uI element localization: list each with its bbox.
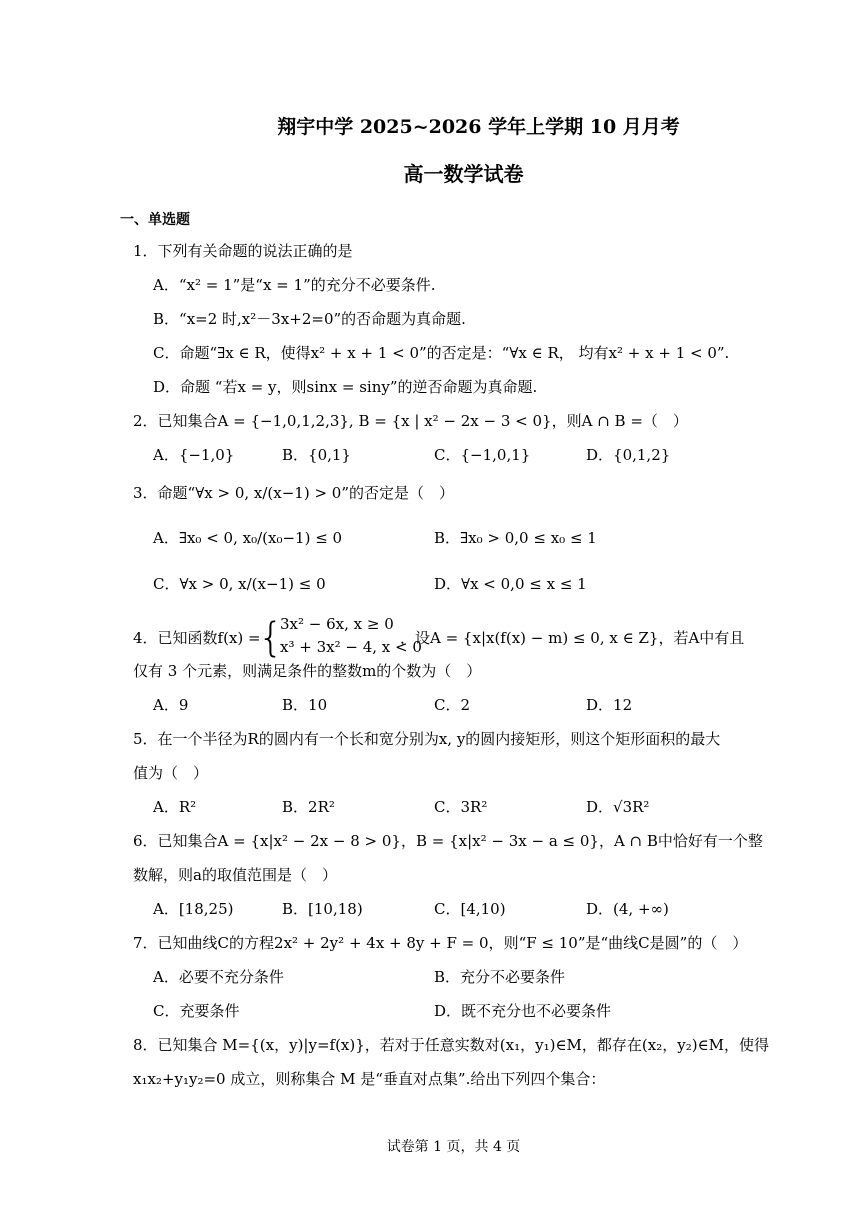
question-1-stem: 1．下列有关命题的说法正确的是 <box>133 242 353 260</box>
question-4-piece-1: 3x² − 6x, x ≥ 0 <box>280 615 394 633</box>
question-5-stem-cont: 值为（ ） <box>133 764 209 782</box>
question-5-option-c: C．3R² <box>434 798 488 816</box>
question-2-stem: 2．已知集合A = {−1,0,1,2,3}, B = {x | x² − 2x − 3 < 0}，则A ∩ B =（ ） <box>133 412 688 430</box>
question-3-stem: 3．命题“∀x > 0, x/(x−1) > 0”的否定是（ ） <box>133 484 455 502</box>
question-3-option-d: D．∀x < 0,0 ≤ x ≤ 1 <box>434 575 587 593</box>
question-4-option-b: B．10 <box>282 696 328 714</box>
question-4-option-d: D．12 <box>586 696 633 714</box>
question-3-option-c: C．∀x > 0, x/(x−1) ≤ 0 <box>153 575 326 593</box>
question-5-option-a: A．R² <box>153 798 197 816</box>
question-5-stem: 5．在一个半径为R的圆内有一个长和宽分别为x, y的圆内接矩形，则这个矩形面积的最大 <box>133 730 721 748</box>
question-2-option-d: D．{0,1,2} <box>586 446 671 464</box>
question-8-stem-cont: x₁x₂+y₁y₂=0 成立，则称集合 M 是“垂直对点集”.给出下列四个集合： <box>133 1070 606 1088</box>
question-7-option-a: A．必要不充分条件 <box>153 968 284 986</box>
question-6-option-b: B．[10,18) <box>282 900 363 918</box>
question-2-option-b: B．{0,1} <box>282 446 351 464</box>
left-brace-icon: { <box>258 615 284 661</box>
question-6-option-c: C．[4,10) <box>434 900 506 918</box>
section-heading: 一、单选题 <box>120 212 190 228</box>
question-2-option-a: A．{−1,0} <box>153 446 235 464</box>
question-4-option-a: A．9 <box>153 696 189 714</box>
question-8-stem: 8．已知集合 M={(x，y)|y=f(x)}，若对于任意实数对(x₁，y₁)∈M，都存在(x₂，y₂)∈M，使得 <box>133 1036 770 1054</box>
question-7-option-c: C．充要条件 <box>153 1002 240 1020</box>
question-1-option-b: B．“x=2 时,x²－3x+2=0”的否命题为真命题. <box>153 310 466 328</box>
question-1-option-c: C．命题“∃x ∈ R，使得x² + x + 1 < 0”的否定是：“∀x ∈ R， 均有x² + x + 1 < 0”. <box>153 344 730 362</box>
page-footer: 试卷第 1 页，共 4 页 <box>386 1139 521 1155</box>
question-6-stem-cont: 数解，则a的取值范围是（ ） <box>133 866 337 884</box>
question-6-stem: 6．已知集合A = {x|x² − 2x − 8 > 0}，B = {x|x² − 3x − a ≤ 0}，A ∩ B中恰好有一个整 <box>133 832 763 850</box>
question-4-piece-2: x³ + 3x² − 4, x < 0 <box>280 638 422 656</box>
question-1-option-d: D．命题 “若x = y，则sinx = siny”的逆否命题为真命题. <box>153 378 538 396</box>
question-4-stem-prefix: 4．已知函数f(x) = <box>133 629 261 647</box>
question-5-option-d: D．√3R² <box>586 798 650 816</box>
question-1-option-a: A．“x² = 1”是“x = 1”的充分不必要条件. <box>153 276 436 294</box>
question-5-option-b: B．2R² <box>282 798 335 816</box>
question-4-stem-cont: 仅有 3 个元素，则满足条件的整数m的个数为（ ） <box>133 662 482 680</box>
question-7-option-d: D．既不充分也不必要条件 <box>434 1002 612 1020</box>
question-2-option-c: C．{−1,0,1} <box>434 446 531 464</box>
question-7-option-b: B．充分不必要条件 <box>434 968 566 986</box>
exam-title: 翔宇中学 2025~2026 学年上学期 10 月月考 <box>277 116 680 138</box>
question-7-stem: 7．已知曲线C的方程2x² + 2y² + 4x + 8y + F = 0，则“F ≤ 10”是“曲线C是圆”的（ ） <box>133 934 748 952</box>
question-3-option-b: B．∃x₀ > 0,0 ≤ x₀ ≤ 1 <box>434 529 597 547</box>
question-6-option-d: D．(4, +∞) <box>586 900 669 918</box>
question-6-option-a: A．[18,25) <box>153 900 234 918</box>
question-4-stem-row <box>0 612 867 662</box>
exam-subtitle: 高一数学试卷 <box>403 162 524 186</box>
question-4-stem-suffix: ，设A = {x|x(f(x) − m) ≤ 0, x ∈ Z}，若A中有且 <box>400 629 745 647</box>
question-4-option-c: C．2 <box>434 696 471 714</box>
question-3-option-a: A．∃x₀ < 0, x₀/(x₀−1) ≤ 0 <box>153 529 343 547</box>
